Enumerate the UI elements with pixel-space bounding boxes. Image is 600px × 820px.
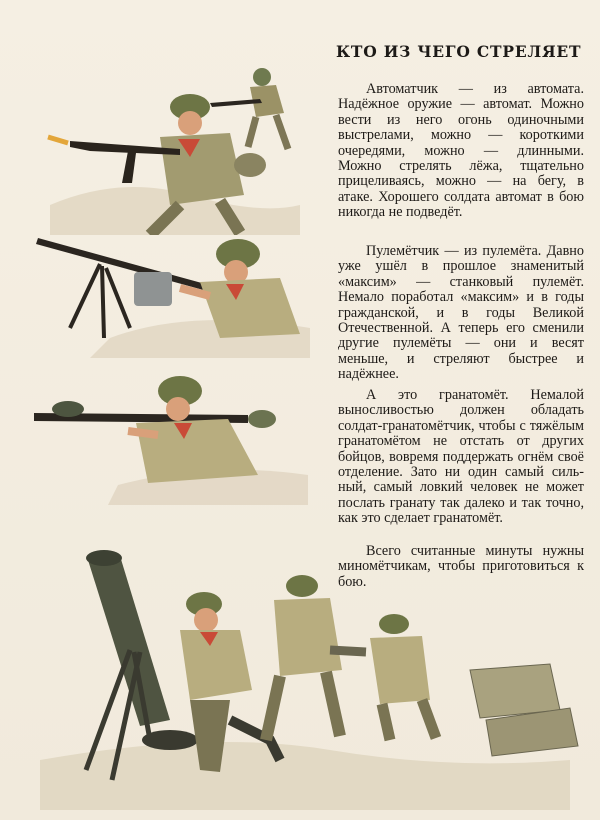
illustration-submachine-gunners (30, 55, 320, 235)
paragraph-machine-gunner: Пулемётчик — из пулемёта. Давно уже ушёл в прошлое знаменитый «максим» — станковый пулемёт. Немало поработал «максим» и в годы гражданской, и в годы Великой Отечественной. А теперь его сменили другие пулемёты — они и весят меньше, и стреляют быстрее и надёжнее. (338, 243, 584, 383)
illustration-grenadier (28, 375, 318, 505)
paragraph-grenade-launcher: А это гранатомёт. Немалой выносливостью должен обладать солдат-гранатомётчик, чтобы с тяжёлым гранатомётом не отстать от других бойцов, вовремя поддержать огнём своё отделение. Зато ни один самый сильный, самый ловкий человек не может послать гранату так далеко и так точно, как это сделает гранатомёт. (338, 387, 584, 527)
page-title: КТО ИЗ ЧЕГО СТРЕЛЯЕТ (336, 42, 582, 61)
paragraph-submachine-gunner: Автоматчик — из автомата. Надёжное оружие — автомат. Можно вести из него огонь одиночными выстрелами, можно — короткими очередями, можно — длинными. Можно стрелять лёжа, тщательно прицеливаясь, можно — на бегу, в атаке. Хорошего солдата автомат в бою никогда не подведёт. (338, 81, 584, 221)
illustration-machine-gunner (30, 228, 320, 358)
paragraph-mortar: Всего считанные минуты нужны миномётчикам, чтобы приготовиться к бою. (338, 543, 584, 590)
